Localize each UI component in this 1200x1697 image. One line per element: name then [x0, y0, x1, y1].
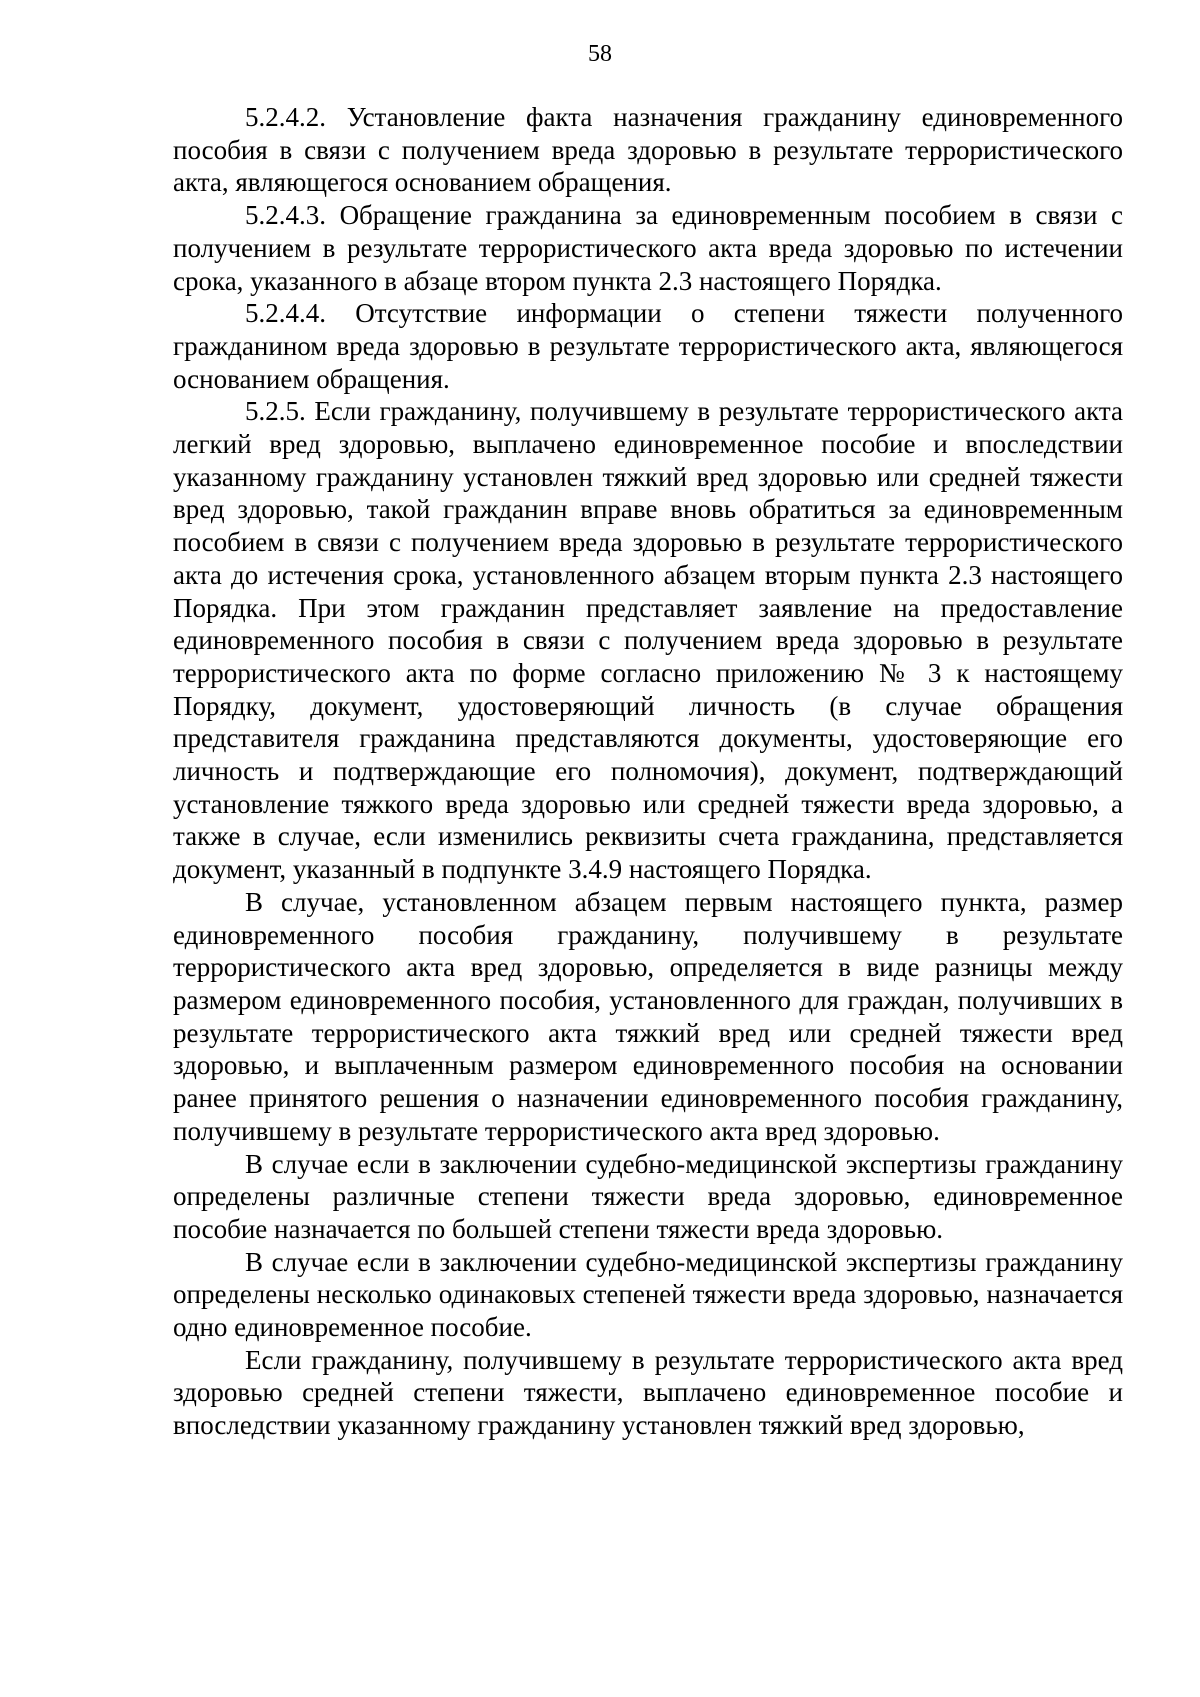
page-number: 58 [588, 41, 612, 67]
paragraph-moderate-to-severe: Если гражданину, получившему в результате террористического акта вред здоровью средней степени тяжести, выплачено единовременное пособие и впоследствии указанному гражданину установлен тяжкий вред здоровью, [173, 1344, 1123, 1441]
paragraph-benefit-size: В случае, установленном абзацем первым настоящего пункта, размер единовременного пособия гражданину, получившему в результате террористического акта вред здоровью, определяется в виде разницы между размером единовременного пособия, установленного для граждан, получивших в результате террористического акта тяжкий вред или средней тяжести вред здоровью, и выплаченным размером единовременного пособия на основании ранее принятого решения о назначении единовременного пособия гражданину, получившему в результате террористического акта вред здоровью. [173, 886, 1123, 1146]
paragraph-5-2-5: 5.2.5. Если гражданину, получившему в результате террористического акта легкий вред здоровью, выплачено единовременное пособие и впоследствии указанному гражданину установлен тяжкий вред здоровью или средней тяжести вред здоровью, такой гражданин вправе вновь обратиться за единовременным пособием в связи с получением вреда здоровью в результате террористического акта до истечения срока, установленного абзацем вторым пункта 2.3 настоящего Порядка. При этом гражданин представляет заявление на предоставление единовременного пособия в связи с получением вреда здоровью в результате террористического акта по форме согласно приложению № 3 к настоящему Порядку, документ, удостоверяющий личность (в случае обращения представителя гражданина представляются документы, удостоверяющие его личность и подтверждающие его полномочия), документ, подтверждающий установление тяжкого вреда здоровью или средней тяжести вреда здоровью, а также в случае, если изменились реквизиты счета гражданина, представляется документ, указанный в подпункте 3.4.9 настоящего Порядка. [173, 396, 1123, 885]
paragraph-5-2-4-3: 5.2.4.3. Обращение гражданина за единовременным пособием в связи с получением в результате террористического акта вреда здоровью по истечении срока, указанного в абзаце втором пункта 2.3 настоящего Порядка. [173, 200, 1123, 296]
paragraph-different-degrees: В случае если в заключении судебно-медицинской экспертизы гражданину определены различные степени тяжести вреда здоровью, единовременное пособие назначается по большей степени тяжести вреда здоровью. [173, 1148, 1123, 1244]
document-body [173, 101, 1123, 1442]
paragraph-5-2-4-4: 5.2.4.4. Отсутствие информации о степени тяжести полученного гражданином вреда здоровью в результате террористического акта, являющегося основанием обращения. [173, 298, 1123, 394]
paragraph-5-2-4-2: 5.2.4.2. Установление факта назначения гражданину единовременного пособия в связи с получением вреда здоровью в результате террористического акта, являющегося основанием обращения. [173, 102, 1123, 198]
paragraph-same-degrees: В случае если в заключении судебно-медицинской экспертизы гражданину определены несколько одинаковых степеней тяжести вреда здоровью, назначается одно единовременное пособие. [173, 1246, 1123, 1343]
